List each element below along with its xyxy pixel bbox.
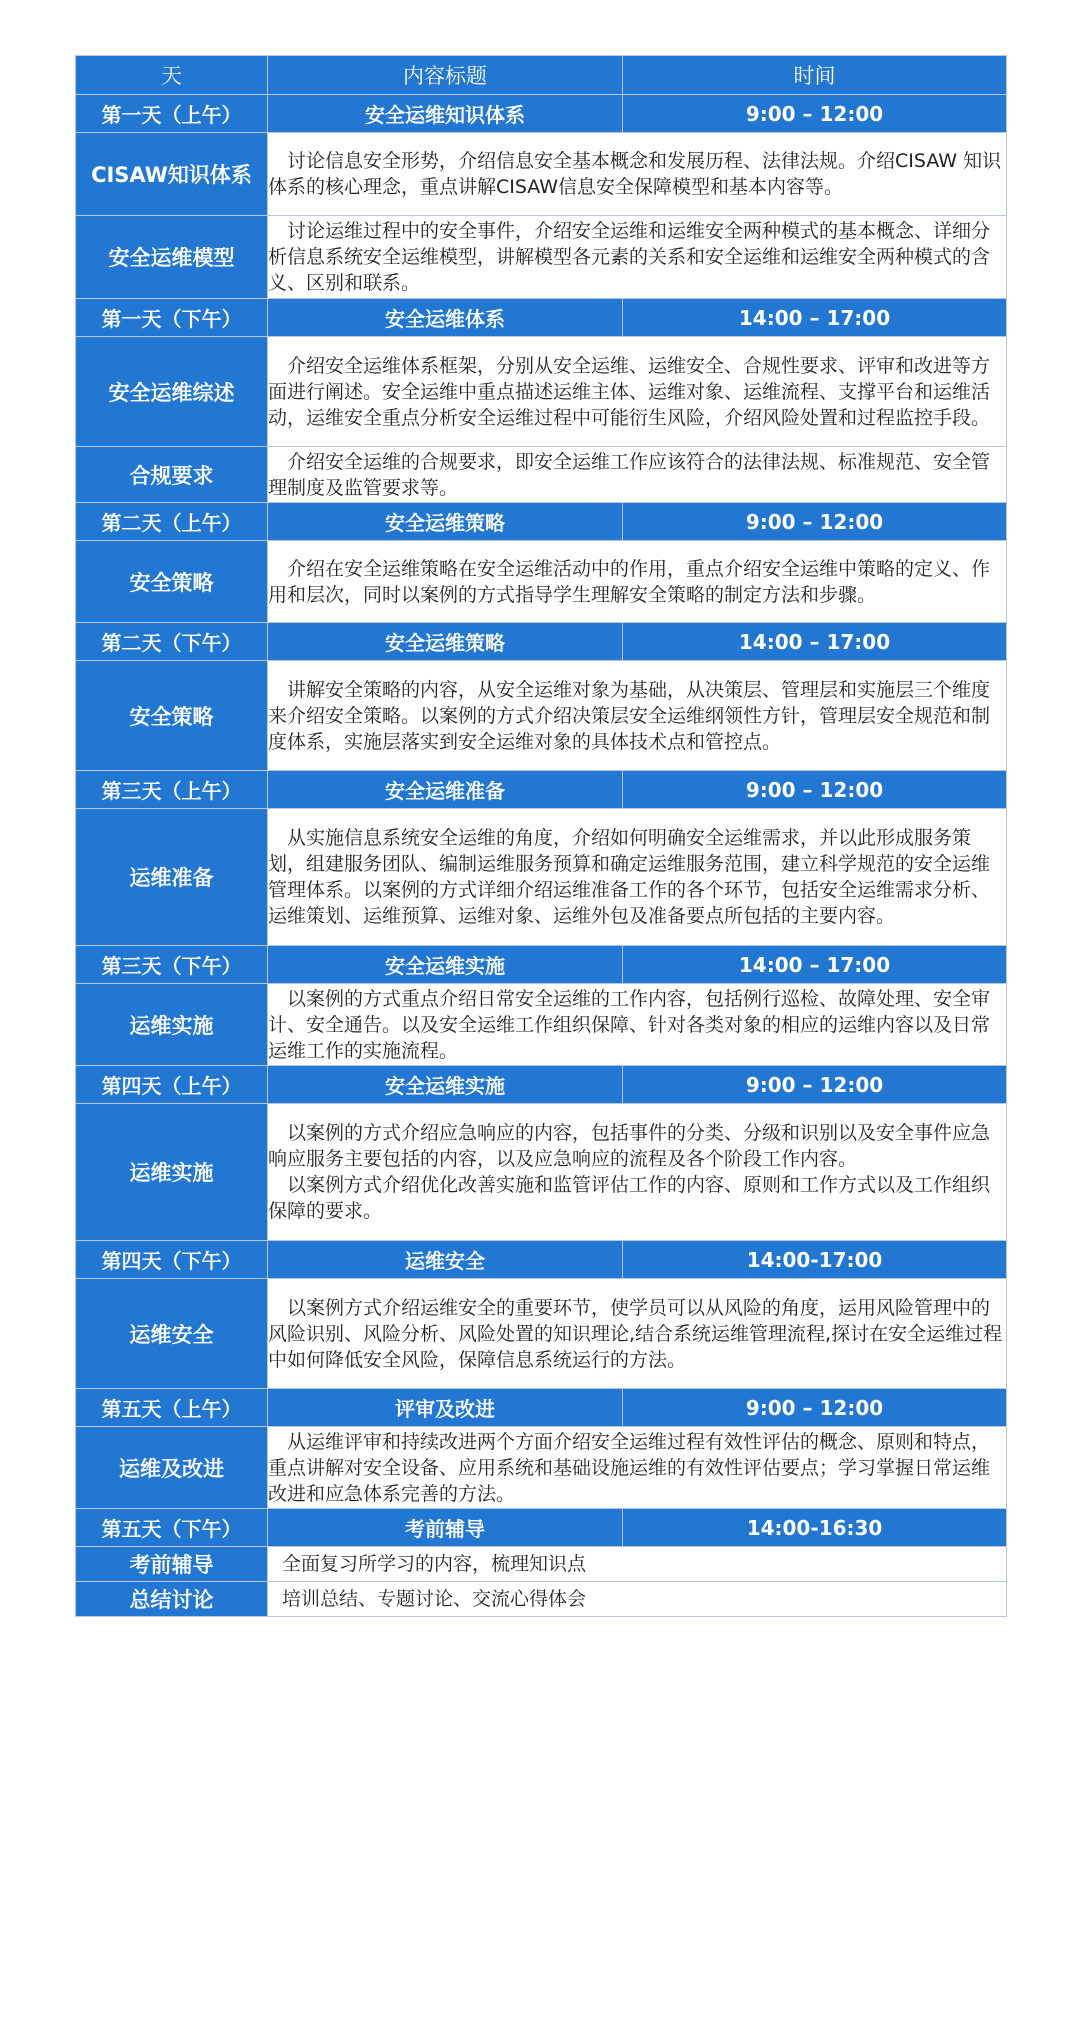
description-paragraph: 讨论运维过程中的安全事件，介绍安全运维和运维安全两种模式的基本概念、详细分析信息系统安全运维模型，讲解模型各元素的关系和安全运维和运维安全两种模式的含义、区别和联系。: [268, 220, 991, 294]
content-row: [76, 1427, 1007, 1509]
section-title: 安全运维实施: [268, 1066, 623, 1104]
content-label: CISAW知识体系: [76, 133, 268, 216]
section-title: 安全运维准备: [268, 771, 623, 809]
section-day: 第四天（上午）: [76, 1066, 268, 1104]
header-title: 内容标题: [268, 56, 623, 95]
content-label: 运维实施: [76, 984, 268, 1066]
section-row: [76, 1066, 1007, 1104]
section-title: 安全运维策略: [268, 503, 623, 541]
section-day: 第二天（上午）: [76, 503, 268, 541]
section-day: 第一天（下午）: [76, 299, 268, 337]
section-day: 第五天（上午）: [76, 1389, 268, 1427]
content-description: [268, 337, 1007, 447]
content-label: 运维准备: [76, 809, 268, 946]
section-row: [76, 1241, 1007, 1279]
section-title: 安全运维实施: [268, 946, 623, 984]
section-title: 评审及改进: [268, 1389, 623, 1427]
content-label: 运维实施: [76, 1104, 268, 1241]
content-row: [76, 984, 1007, 1066]
content-row: [76, 447, 1007, 503]
content-row: [76, 1279, 1007, 1389]
description-paragraph: 以案例方式介绍优化改善实施和监管评估工作的内容、原则和工作方式以及工作组织保障的要求。: [268, 1174, 991, 1222]
section-time: 14:00-17:00: [623, 1241, 1007, 1279]
section-time: 14:00 – 17:00: [623, 299, 1007, 337]
description-paragraph: 介绍安全运维的合规要求，即安全运维工作应该符合的法律法规、标准规范、安全管理制度及监管要求等。: [268, 450, 991, 499]
content-row: [76, 133, 1007, 216]
content-label: 考前辅导: [76, 1547, 268, 1582]
section-row: [76, 299, 1007, 337]
section-time: 9:00 – 12:00: [623, 503, 1007, 541]
content-label: 总结讨论: [76, 1582, 268, 1617]
section-day: 第二天（下午）: [76, 623, 268, 661]
content-row: [76, 809, 1007, 946]
section-title: 安全运维体系: [268, 299, 623, 337]
header-day: 天: [76, 56, 268, 95]
description-paragraph: 从实施信息系统安全运维的角度，介绍如何明确安全运维需求，并以此形成服务策划，组建服务团队、编制运维服务预算和确定运维服务范围，建立科学规范的安全运维管理体系。以案例的方式详细介绍运维准备工作的各个环节，包括安全运维需求分析、运维策划、运维预算、运维对象、运维外包及准备要点所包括的主要内容。: [268, 827, 991, 927]
section-day: 第三天（上午）: [76, 771, 268, 809]
section-day: 第五天（下午）: [76, 1509, 268, 1547]
section-day: 第四天（下午）: [76, 1241, 268, 1279]
content-row: [76, 216, 1007, 299]
section-row: [76, 946, 1007, 984]
content-description: [268, 447, 1007, 503]
schedule-table: [75, 55, 1007, 1617]
description-paragraph: 全面复习所学习的内容，梳理知识点: [282, 1553, 587, 1575]
content-description: [268, 1279, 1007, 1389]
description-paragraph: 介绍在安全运维策略在安全运维活动中的作用，重点介绍安全运维中策略的定义、作用和层次，同时以案例的方式指导学生理解安全策略的制定方法和步骤。: [268, 557, 991, 606]
description-paragraph: 以案例的方式介绍应急响应的内容，包括事件的分类、分级和识别以及安全事件应急响应服务主要包括的内容，以及应急响应的流程及各个阶段工作内容。: [268, 1122, 991, 1170]
section-row: [76, 503, 1007, 541]
content-label: 合规要求: [76, 447, 268, 503]
description-paragraph: 讨论信息安全形势，介绍信息安全基本概念和发展历程、法律法规。介绍CISAW 知识体系的核心理念，重点讲解CISAW信息安全保障模型和基本内容等。: [268, 150, 1002, 198]
content-label: 运维安全: [76, 1279, 268, 1389]
content-row: [76, 337, 1007, 447]
section-row: [76, 1389, 1007, 1427]
section-title: 安全运维策略: [268, 623, 623, 661]
description-paragraph: 讲解安全策略的内容，从安全运维对象为基础，从决策层、管理层和实施层三个维度来介绍安全策略。以案例的方式介绍决策层安全运维纲领性方针，管理层安全规范和制度体系，实施层落实到安全运维对象的具体技术点和管控点。: [268, 678, 991, 753]
header-time: 时间: [623, 56, 1007, 95]
description-paragraph: 从运维评审和持续改进两个方面介绍安全运维过程有效性评估的概念、原则和特点，重点讲解对安全设备、应用系统和基础设施运维的有效性评估要点；学习掌握日常运维改进和应急体系完善的方法。: [268, 1430, 991, 1505]
section-day: 第三天（下午）: [76, 946, 268, 984]
section-day: 第一天（上午）: [76, 95, 268, 133]
content-row: [76, 1104, 1007, 1241]
content-row: [76, 541, 1007, 623]
content-label: 安全运维综述: [76, 337, 268, 447]
description-paragraph: 以案例方式介绍运维安全的重要环节，使学员可以从风险的角度，运用风险管理中的风险识别、风险分析、风险处置的知识理论,结合系统运维管理流程,探讨在安全运维过程中如何降低安全风险，保障信息系统运行的方法。: [268, 1296, 1003, 1371]
section-time: 9:00 – 12:00: [623, 771, 1007, 809]
section-row: [76, 771, 1007, 809]
content-label: 安全策略: [76, 661, 268, 771]
description-paragraph: 以案例的方式重点介绍日常安全运维的工作内容，包括例行巡检、故障处理、安全审计、安全通告。以及安全运维工作组织保障、针对各类对象的相应的运维内容以及日常运维工作的实施流程。: [268, 987, 991, 1062]
content-description: [268, 541, 1007, 623]
section-row: [76, 95, 1007, 133]
content-row: [76, 1582, 1007, 1617]
content-description: [268, 1547, 1007, 1582]
content-description: [268, 216, 1007, 299]
section-time: 9:00 – 12:00: [623, 95, 1007, 133]
description-paragraph: 介绍安全运维体系框架，分别从安全运维、运维安全、合规性要求、评审和改进等方面进行阐述。安全运维中重点描述运维主体、运维对象、运维流程、支撑平台和运维活动，运维安全重点分析安全运维过程中可能衍生风险，介绍风险处置和过程监控手段。: [268, 354, 991, 429]
section-title: 考前辅导: [268, 1509, 623, 1547]
content-label: 运维及改进: [76, 1427, 268, 1509]
section-title: 安全运维知识体系: [268, 95, 623, 133]
schedule-body: [76, 95, 1007, 1617]
content-description: [268, 809, 1007, 946]
description-paragraph: 培训总结、专题讨论、交流心得体会: [282, 1588, 587, 1610]
content-description: [268, 1582, 1007, 1617]
content-description: [268, 1427, 1007, 1509]
content-row: [76, 1547, 1007, 1582]
section-time: 14:00-16:30: [623, 1509, 1007, 1547]
section-time: 14:00 – 17:00: [623, 946, 1007, 984]
content-description: [268, 1104, 1007, 1241]
content-description: [268, 984, 1007, 1066]
table-header-row: [76, 56, 1007, 95]
content-label: 安全运维模型: [76, 216, 268, 299]
content-description: [268, 661, 1007, 771]
content-description: [268, 133, 1007, 216]
section-title: 运维安全: [268, 1241, 623, 1279]
section-row: [76, 1509, 1007, 1547]
section-time: 9:00 – 12:00: [623, 1066, 1007, 1104]
content-label: 安全策略: [76, 541, 268, 623]
section-row: [76, 623, 1007, 661]
section-time: 9:00 – 12:00: [623, 1389, 1007, 1427]
section-time: 14:00 – 17:00: [623, 623, 1007, 661]
content-row: [76, 661, 1007, 771]
